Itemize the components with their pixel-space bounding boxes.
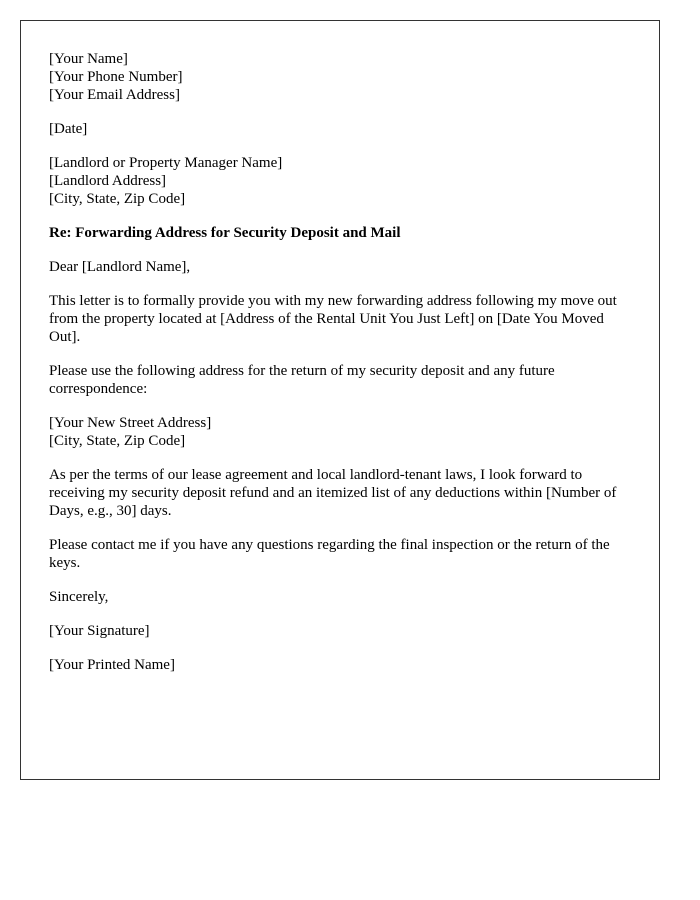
salutation: Dear [Landlord Name],	[49, 259, 191, 275]
sender-phone: [Your Phone Number]	[49, 69, 183, 85]
new-city-state-zip: [City, State, Zip Code]	[49, 433, 186, 449]
printed-name: [Your Printed Name]	[49, 657, 175, 673]
sender-block	[49, 50, 631, 104]
new-street-address: [Your New Street Address]	[49, 415, 212, 431]
body-paragraph-3: As per the terms of our lease agreement and local landlord-tenant laws, I look forward to receiving my security deposit refund and an itemized list of any deductions within [Number of Days, e.g., 30] days.	[49, 467, 617, 519]
recipient-name: [Landlord or Property Manager Name]	[49, 155, 283, 171]
recipient-address: [Landlord Address]	[49, 173, 167, 189]
letter-document	[20, 20, 660, 780]
body-paragraph-4: Please contact me if you have any questions regarding the final inspection or the return of the keys.	[49, 537, 610, 571]
new-address-block	[49, 414, 631, 450]
closing: Sincerely,	[49, 589, 109, 605]
subject-line: Re: Forwarding Address for Security Deposit and Mail	[49, 225, 401, 241]
sender-email: [Your Email Address]	[49, 87, 180, 103]
letter-date: [Date]	[49, 121, 88, 137]
recipient-city-state-zip: [City, State, Zip Code]	[49, 191, 186, 207]
signature: [Your Signature]	[49, 623, 150, 639]
body-paragraph-1: This letter is to formally provide you with my new forwarding address following my move out from the property located at [Address of the Rental Unit You Just Left] on [Date You Moved Out].	[49, 293, 617, 345]
sender-name: [Your Name]	[49, 51, 128, 67]
body-paragraph-2: Please use the following address for the return of my security deposit and any future correspondence:	[49, 363, 555, 397]
recipient-block	[49, 154, 631, 208]
